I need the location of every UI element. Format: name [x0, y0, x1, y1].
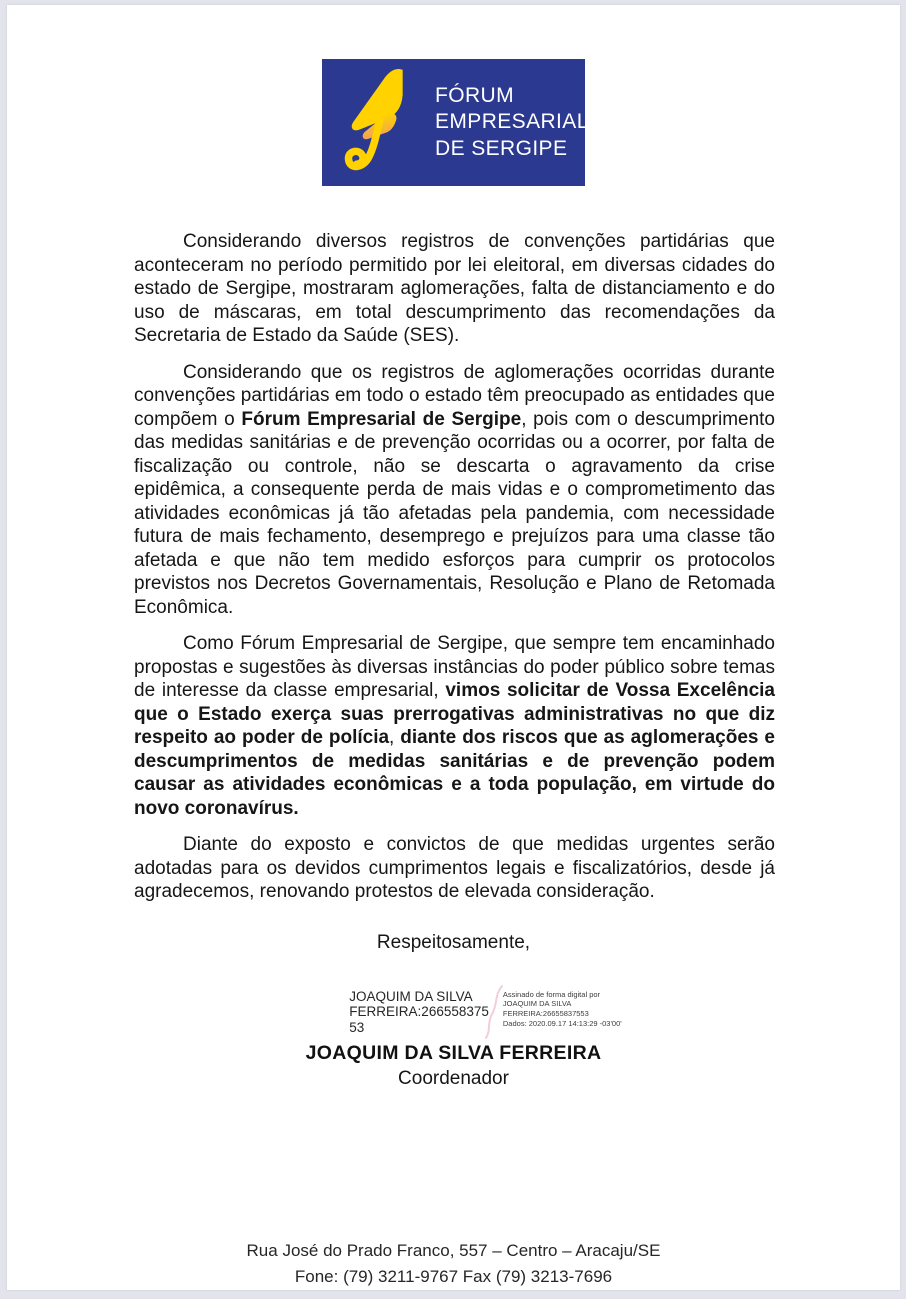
- signature-details-line-3: FERREIRA:26655837553: [502, 1009, 589, 1019]
- signature-details-line-4: Dados: 2020.09.17 14:13:29 -03'00': [502, 1018, 622, 1028]
- signer-role: Coordenador: [398, 1067, 509, 1089]
- footer-phone: Fone: (79) 3211-9767 Fax (79) 3213-7696: [294, 1266, 613, 1286]
- footer-address: Rua José do Prado Franco, 557 – Centro – Aracaju/SE: [246, 1240, 661, 1260]
- paragraph-3-text-b: ,: [389, 727, 401, 748]
- digital-signature: [39, 986, 906, 1036]
- signature-subject-line-2: FERREIRA:266558375: [349, 1004, 489, 1019]
- logo-line-1: FÓRUM: [435, 83, 514, 107]
- paragraph-2-text-b: , pois com o descumprimento das medidas sanitárias e de prevenção ocorridas ou a ocorrer, por falta de fiscalização ou controle, não se descarta o agravamento da crise epidêmica, a consequente perda de mais vidas e o comprometimento das atividades econômicas já tão afetadas pela pandemia, com necessidade futura de mais fechamento, desemprego e prejuízos para uma classe tão afetada e que não tem medido esforços para cumprir os protocolos previstos nos Decretos Governamentais, Resolução e Plano de Retomada Econômica.: [134, 408, 776, 618]
- paragraph-2: [134, 361, 775, 620]
- signature-details-line-1: Assinado de forma digital por: [502, 989, 601, 999]
- logo-line-2: EMPRESARIAL: [435, 110, 589, 134]
- paragraph-3-bold-b: diante dos riscos que as aglomerações e descumprimentos de medidas sanitárias e de prevenção podem causar as atividades econômicas e a toda população, em virtude do novo coronavírus.: [134, 727, 775, 819]
- document-page: [7, 5, 900, 1290]
- letter-footer: [7, 1238, 900, 1290]
- signature-subject-line-3: 53: [349, 1019, 365, 1035]
- paragraph-3-bold-a: vimos solicitar de Vossa Excelência que o Estado exerça suas prerrogativas administrativas no que diz respeito ao poder de polícia: [134, 680, 775, 748]
- signature-details-line-2: JOAQUIM DA SILVA: [502, 999, 572, 1009]
- paragraph-4: [134, 833, 775, 904]
- paragraph-3-text-a: Como Fórum Empresarial de Sergipe, que sempre tem encaminhado propostas e sugestões às diversas instâncias do poder público sobre temas de interesse da classe empresarial,: [134, 633, 775, 701]
- signature-subject-line-1: JOAQUIM DA SILVA: [349, 988, 473, 1004]
- logo: [322, 59, 589, 186]
- paragraph-2-text-a: Considerando que os registros de aglomerações ocorridas durante convenções partidárias em todo o estado têm preocupado as entidades que compõem o: [134, 361, 775, 430]
- paragraph-1-text: Considerando diversos registros de convenções partidárias que aconteceram no período permitido por lei eleitoral, em diversas cidades do estado de Sergipe, mostraram aglomerações, falta de distanciamento e do uso de máscaras, em total descumprimento das recomendações da Secretaria de Estado da Saúde (SES).: [134, 231, 775, 346]
- paragraph-1: [134, 230, 775, 348]
- signature-details: [503, 986, 622, 1036]
- paragraph-4-text: Diante do exposto e convictos de que medidas urgentes serão adotadas para os devidos cumprimentos legais e fiscalizatórios, desde já agradecemos, renovando protestos de elevada consideração.: [134, 834, 775, 902]
- paragraph-2-bold: Fórum Empresarial de Sergipe: [241, 408, 522, 430]
- quill-icon: [336, 67, 432, 179]
- paragraph-3: [134, 632, 775, 820]
- signature-subject: [349, 986, 489, 1036]
- letter-body: [134, 230, 775, 904]
- logo-wordmark: [435, 83, 589, 163]
- logo-line-3: DE SERGIPE: [435, 136, 568, 160]
- signer-name: JOAQUIM DA SILVA FERREIRA: [305, 1041, 602, 1064]
- closing-salutation: Respeitosamente,: [376, 931, 531, 953]
